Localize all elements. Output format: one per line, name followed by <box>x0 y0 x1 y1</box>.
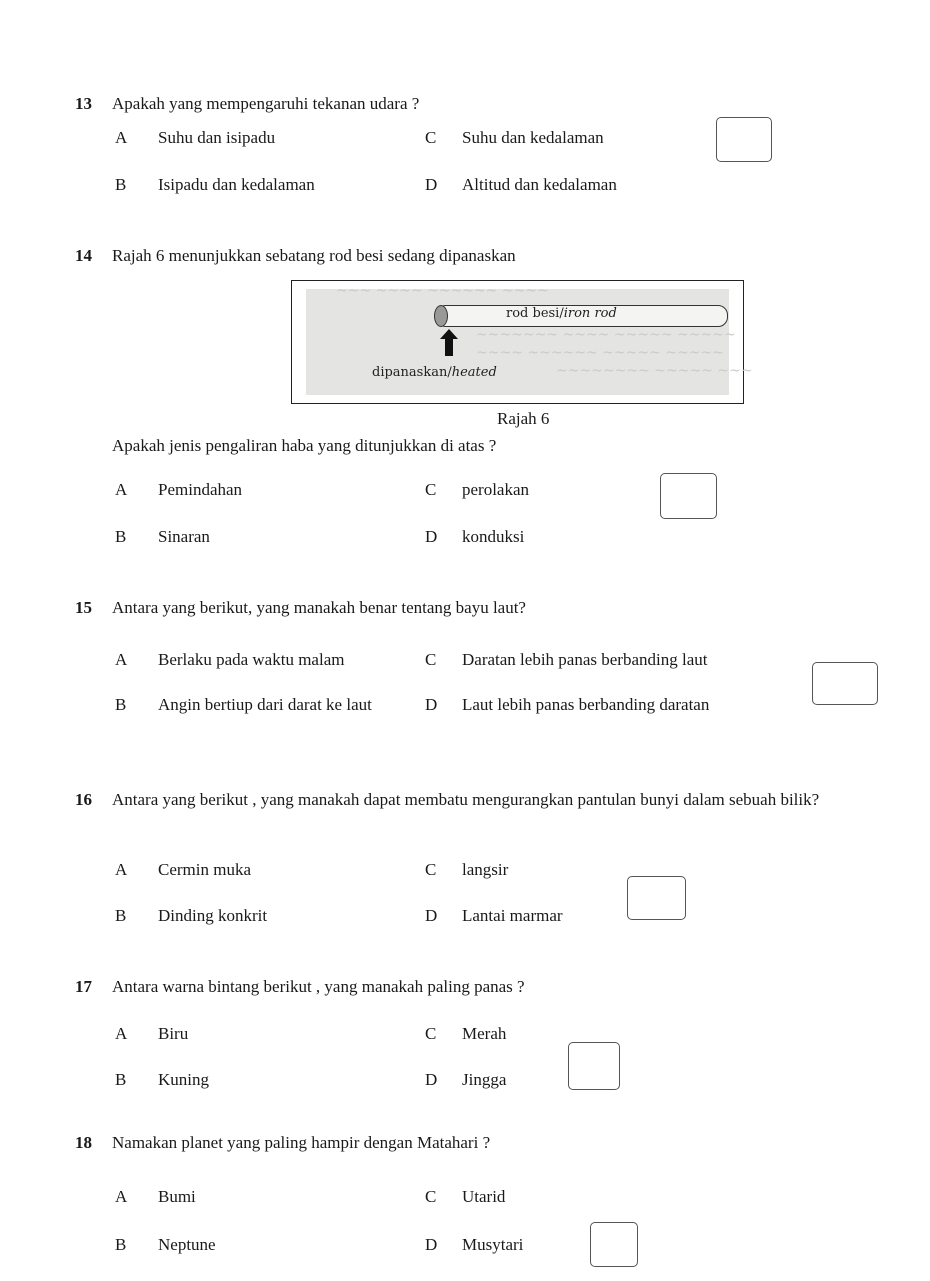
heated-label-en: heated <box>451 365 497 380</box>
option-b[interactable]: Kuning <box>158 1070 209 1089</box>
option-a[interactable]: Suhu dan isipadu <box>158 128 276 147</box>
option-letter-b: B <box>115 906 127 925</box>
option-d[interactable]: Jingga <box>462 1070 507 1089</box>
option-letter-a: A <box>115 650 128 669</box>
option-letter-c: C <box>425 650 437 669</box>
answer-box[interactable] <box>590 1222 638 1267</box>
bleed-through-text: ~~~~ ~~~~~~ ~~~~~ ~~~~~ <box>476 345 724 361</box>
answer-box[interactable] <box>660 473 717 519</box>
bleed-through-text: ~~~~~~~ ~~~~ ~~~~~ ~~~~~ <box>476 327 736 343</box>
option-letter-b: B <box>115 695 127 714</box>
option-letter-c: C <box>425 128 437 147</box>
option-letter-c: C <box>425 480 437 499</box>
iron-rod-end <box>434 305 448 327</box>
question-subtext: Apakah jenis pengaliran haba yang ditunjukkan di atas ? <box>112 436 497 455</box>
answer-box[interactable] <box>627 876 686 920</box>
option-b[interactable]: Dinding konkrit <box>158 906 268 925</box>
option-a[interactable]: Bumi <box>158 1187 196 1206</box>
question-number: 13 <box>75 94 92 113</box>
option-d[interactable]: Lantai marmar <box>462 906 563 925</box>
option-letter-a: A <box>115 1187 128 1206</box>
option-letter-a: A <box>115 1024 128 1043</box>
option-letter-d: D <box>425 1235 438 1254</box>
question-text: Rajah 6 menunjukkan sebatang rod besi sedang dipanaskan <box>112 246 516 265</box>
question-text: Antara yang berikut , yang manakah dapat membatu mengurangkan pantulan bunyi dalam sebuah bilik? <box>112 790 820 809</box>
option-d[interactable]: Altitud dan kedalaman <box>462 175 617 194</box>
bleed-through-text: ~~~~~~~~ ~~~~~ ~~~ <box>556 363 753 379</box>
option-letter-d: D <box>425 527 438 546</box>
option-letter-b: B <box>115 1070 127 1089</box>
option-letter-d: D <box>425 175 438 194</box>
option-letter-d: D <box>425 906 438 925</box>
option-letter-c: C <box>425 1024 437 1043</box>
question-text: Namakan planet yang paling hampir dengan Matahari ? <box>112 1133 491 1152</box>
heated-label-ms: dipanaskan/ <box>372 365 452 380</box>
option-letter-d: D <box>425 695 438 714</box>
answer-box[interactable] <box>812 662 878 705</box>
question-number: 18 <box>75 1133 92 1152</box>
option-b[interactable]: Isipadu dan kedalaman <box>158 175 315 194</box>
question-number: 14 <box>75 246 92 265</box>
answer-box[interactable] <box>716 117 772 162</box>
option-letter-b: B <box>115 1235 127 1254</box>
option-a[interactable]: Biru <box>158 1024 189 1043</box>
option-letter-b: B <box>115 175 127 194</box>
option-c[interactable]: Suhu dan kedalaman <box>462 128 604 147</box>
option-c[interactable]: Daratan lebih panas berbanding laut <box>462 650 708 669</box>
figure-rajah-6 <box>291 280 753 404</box>
question-number: 15 <box>75 598 92 617</box>
option-letter-a: A <box>115 480 128 499</box>
figure-caption: Rajah 6 <box>497 409 550 428</box>
option-letter-a: A <box>115 128 128 147</box>
option-b[interactable]: Sinaran <box>158 527 210 546</box>
option-b[interactable]: Angin bertiup dari darat ke laut <box>158 695 372 714</box>
option-c[interactable]: langsir <box>462 860 509 879</box>
option-c[interactable]: Merah <box>462 1024 507 1043</box>
option-d[interactable]: konduksi <box>462 527 525 546</box>
rod-label-ms: rod besi/ <box>506 306 564 321</box>
option-letter-c: C <box>425 860 437 879</box>
bleed-through-text: ~~~ ~~~~ ~~~~~~ ~~~~ <box>336 283 549 299</box>
option-a[interactable]: Pemindahan <box>158 480 243 499</box>
arrow-shaft <box>445 338 453 356</box>
option-d[interactable]: Musytari <box>462 1235 524 1254</box>
rod-label-en: iron rod <box>563 306 617 321</box>
option-d[interactable]: Laut lebih panas berbanding daratan <box>462 695 710 714</box>
option-b[interactable]: Neptune <box>158 1235 216 1254</box>
question-number: 16 <box>75 790 92 809</box>
question-number: 17 <box>75 977 92 996</box>
figure-image <box>306 283 753 395</box>
option-a[interactable]: Cermin muka <box>158 860 252 879</box>
option-c[interactable]: perolakan <box>462 480 530 499</box>
option-letter-d: D <box>425 1070 438 1089</box>
heated-label <box>372 365 497 380</box>
option-letter-c: C <box>425 1187 437 1206</box>
question-text: Apakah yang mempengaruhi tekanan udara ? <box>112 94 420 113</box>
rod-label <box>506 306 617 321</box>
option-a[interactable]: Berlaku pada waktu malam <box>158 650 345 669</box>
question-text: Antara warna bintang berikut , yang manakah paling panas ? <box>112 977 525 996</box>
question-text: Antara yang berikut, yang manakah benar tentang bayu laut? <box>112 598 526 617</box>
option-letter-b: B <box>115 527 127 546</box>
option-c[interactable]: Utarid <box>462 1187 506 1206</box>
option-letter-a: A <box>115 860 128 879</box>
answer-box[interactable] <box>568 1042 620 1090</box>
